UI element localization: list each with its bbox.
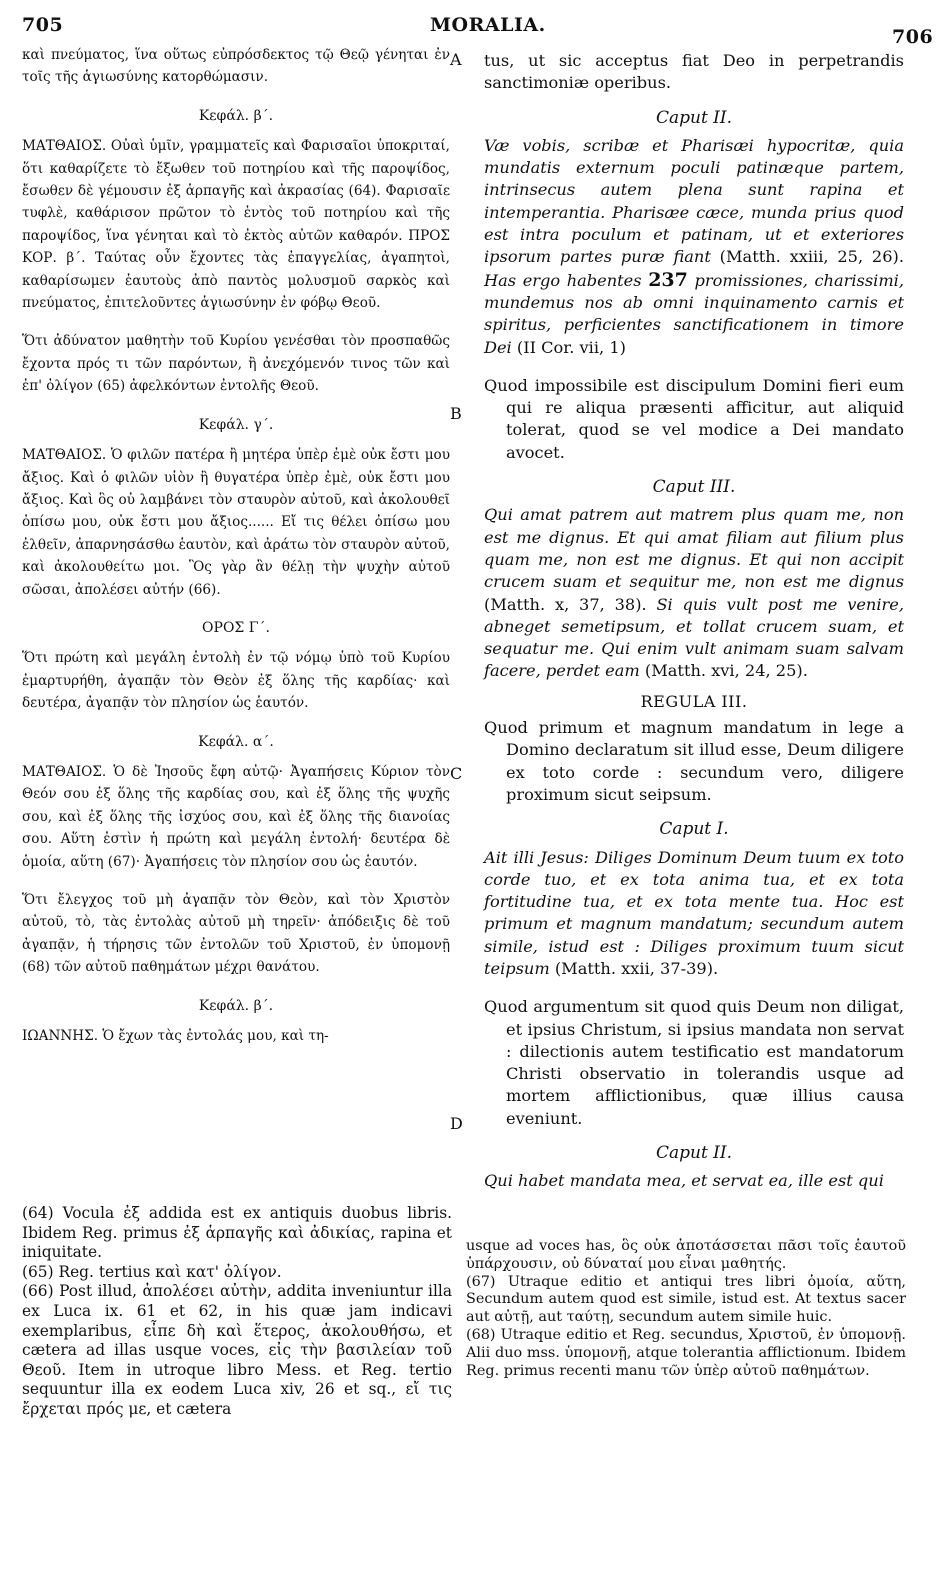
greek-paragraph: ΜΑΤΘΑΙΟΣ. Ὁ φιλῶν πατέρα ἢ μητέρα ὑπὲρ ἐμὲ οὐκ ἔστι μου ἄξιος. Καὶ ὁ φιλῶν υἱὸν ἢ θυγατέρα ὑπὲρ ἐμὲ, οὐκ ἔστι μου ἄξιος. Καὶ ὃς οὐ λαμβάνει τὸν σταυρὸν αὐτοῦ, καὶ ἀκολουθεῖ ὀπίσω μου, οὐκ ἔστι μου ἄξιος...... Εἴ τις θέλει ὀπίσω μου ἐλθεῖν, ἀπαρνησάσθω ἑαυτὸν, καὶ ἀράτω τὸν σταυρὸν αὐτοῦ, καὶ ἀκολουθείτω μοι. Ὃς γὰρ ἂν θέλῃ τὴν ψυχὴν αὐτοῦ σῶσαι, ἀπολέσει αὐτήν (66).	[22, 447, 450, 598]
latin-quote: promissiones, charissimi, mundemus nos ab omni inquinamento carnis et spiritus, perficientes sanctificationem in timore Dei	[484, 270, 904, 357]
footnotes-right	[466, 1238, 906, 1380]
citation: (Matth. x, 37, 38).	[484, 594, 657, 614]
margin-mark-d: D	[450, 1114, 463, 1133]
footnote-65: (65) Reg. tertius καὶ κατ' ὀλίγον.	[22, 1262, 282, 1281]
latin-paragraph	[484, 135, 904, 359]
right-page-number: 706	[892, 26, 934, 48]
column-number: 237	[648, 268, 688, 291]
margin-mark-c: C	[450, 764, 463, 783]
citation: (Matth. xxii, 37-39).	[549, 958, 719, 978]
latin-rubric: Quod impossibile est discipulum Domini fieri eum qui re aliqua præsenti afficitur, aut aliquid tolerat, quod se vel modice a Dei mandato avocet.	[484, 375, 904, 462]
greek-chapter-heading: Κεφάλ. γ΄.	[198, 416, 274, 433]
latin-column	[484, 50, 904, 1193]
latin-quote: Has ergo habentes	[484, 270, 649, 290]
latin-paragraph: tus, ut sic acceptus fiat Deo in perpetrandis sanctimoniæ operibus.	[484, 51, 904, 93]
latin-quote: Qui amat patrem aut matrem plus quam me, non est me dignus. Et qui amat filiam aut filium plus quam me, non est me dignus. Et qui non accipit crucem suam et sequitur me, non est me dignus	[484, 505, 904, 592]
citation: (II Cor. vii, 1)	[511, 337, 626, 357]
latin-chapter-heading: Caput III.	[652, 477, 736, 498]
latin-paragraph: Qui habet mandata mea, et servat ea, ille est qui	[484, 1171, 884, 1191]
latin-quote: Væ vobis, scribæ et Pharisæi hypocritæ, quia mundatis externum poculi patinæque partem, intrinsecus autem plena sunt rapina et intemperantia. Pharisæe cæce, munda prius quod est intra poculum et patinam, ut et exteriores ipsorum partes puræ fiant	[484, 135, 904, 267]
footnote-67: (67) Utraque editio et antiqui tres libri ὁμοία, αὕτη, Secundum autem quod est simile, istud est. At textus sacer aut αὐτῇ, aut ταύτῃ, secundum autem simile huic.	[466, 1273, 906, 1326]
greek-rubric: Ὅτι ἔλεγχος τοῦ μὴ ἀγαπᾷν τὸν Θεὸν, καὶ τὸν Χριστὸν αὐτοῦ, τὸ, τὰς ἐντολὰς αὐτοῦ μὴ τηρεῖν· ἀπόδειξις δὲ τοῦ ἀγαπᾷν, ἡ τήρησις τῶν ἐντολῶν τοῦ Χριστοῦ, ἐν ὑπομονῇ (68) τῶν αὐτοῦ παθημάτων μέχρι θανάτου.	[22, 892, 450, 976]
footnote-66-continued: usque ad voces has, ὃς οὐκ ἀποτάσσεται πᾶσι τοῖς ἑαυτοῦ ὑπάρχουσιν, οὐ δύναταί μου εἶναι μαθητής.	[466, 1238, 906, 1272]
latin-chapter-heading: Caput II.	[655, 107, 733, 128]
latin-rubric: Quod argumentum sit quod quis Deum non diligat, et ipsius Christum, si ipsius mandata non servat : dilectionis autem testificatio est mandatorum Christi observatio in tolerandis usque ad mortem afflictionibus, quæ illius causa eveniunt.	[484, 997, 904, 1128]
footnotes-left	[22, 1204, 452, 1420]
footnote-68: (68) Utraque editio et Reg. secundus, Χριστοῦ, ἐν ὑπομονῇ. Alii duo mss. ὑπομονῇ, atque tolerantia afflictionum. Ibidem Reg. primus recenti manu τῶν ὑπὲρ αὐτοῦ παθημάτων.	[466, 1326, 906, 1379]
running-title: MORALIA.	[430, 14, 546, 36]
latin-quote: Si quis vult post me venire, abneget semetipsum, et tollat crucem suam, et sequatur me. Qui enim vult animam suam salvam facere, perdet eam	[484, 594, 904, 681]
latin-paragraph	[484, 504, 904, 682]
greek-chapter-heading: Κεφάλ. α΄.	[198, 733, 274, 750]
margin-mark-b: B	[450, 404, 462, 423]
latin-paragraph	[484, 847, 904, 981]
left-page-number: 705	[22, 14, 64, 36]
greek-paragraph: ΜΑΤΘΑΙΟΣ. Οὐαὶ ὑμῖν, γραμματεῖς καὶ Φαρισαῖοι ὑποκριταί, ὅτι καθαρίζετε τὸ ἔξωθεν τοῦ ποτηρίου καὶ τῆς παροψίδος, ἔσωθεν δὲ γέμουσιν ἐξ ἁρπαγῆς καὶ ἀκρασίας (64). Φαρισαῖε τυφλὲ, καθάρισον πρῶτον τὸ ἐντὸς τοῦ ποτηρίου καὶ τῆς παροψίδος, ἵνα γένηται καὶ τὸ ἐκτὸς αὐτῶν καθαρόν. ΠΡΟΣ ΚΟΡ. β΄. Ταύτας οὖν ἔχοντες τὰς ἐπαγγελίας, ἀγαπητοὶ, καθαρίσωμεν ἑαυτοὺς ἀπὸ παντὸς μολυσμοῦ σαρκὸς καὶ πνεύματος, ἐπιτελοῦντες ἁγιωσύνην ἐν φόβῳ Θεοῦ.	[22, 138, 450, 312]
greek-rubric: Ὅτι πρώτη καὶ μεγάλη ἐντολὴ ἐν τῷ νόμῳ ὑπὸ τοῦ Κυρίου ἐμαρτυρήθη, ἀγαπᾷν τὸν Θεὸν ἐξ ὅλης τῆς καρδίας· καὶ δευτέρα, ἀγαπᾷν τὸν πλησίον ὡς ἑαυτόν.	[22, 650, 450, 712]
citation: (Matth. xxiii, 25, 26).	[710, 247, 904, 267]
margin-mark-a: A	[450, 50, 462, 69]
greek-paragraph: καὶ πνεύματος, ἵνα οὕτως εὐπρόσδεκτος τῷ Θεῷ γένηται ἐν τοῖς τῆς ἁγιωσύνης κατορθώμασιν.	[22, 47, 450, 86]
latin-chapter-heading: Caput II.	[655, 1143, 733, 1164]
greek-chapter-heading: Κεφάλ. β΄.	[198, 997, 274, 1014]
footnote-66: (66) Post illud, ἀπολέσει αὐτὴν, addita inveniuntur illa ex Luca ix. 61 et 62, in his quæ jam indicavi exemplaribus, εἶπε δὴ καὶ ἕτερος, ἀκολουθήσω, et cætera ad illas usque voces, εἰς τὴν βασιλείαν τοῦ Θεοῦ. Item in utroque libro Mess. et Reg. tertio sequuntur illa ex eodem Luca xiv, 26 et sq., εἴ τις ἔρχεται πρός με, et cætera	[22, 1282, 452, 1418]
latin-chapter-heading: Caput I.	[659, 819, 729, 840]
citation: (Matth. xvi, 24, 25).	[639, 661, 808, 681]
greek-column	[22, 44, 450, 1047]
greek-rubric: Ὅτι ἀδύνατον μαθητὴν τοῦ Κυρίου γενέσθαι τὸν προσπαθῶς ἔχοντα πρός τι τῶν παρόντων, ἢ ἀνεχόμενόν τινος τῶν καὶ ἐπ' ὀλίγον (65) ἀφελκόντων ἐντολῆς Θεοῦ.	[22, 333, 450, 395]
greek-chapter-heading: Κεφάλ. β΄.	[198, 107, 274, 124]
latin-quote: Ait illi Jesus: Diliges Dominum Deum tuum ex toto corde tuo, et ex tota anima tua, et ex tota fortitudine tua, et ex tota mente tua. Hoc est primum et magnum mandatum; secundum autem simile, istud est : Diliges proximum tuum sicut teipsum	[484, 847, 904, 978]
latin-rubric: Quod primum et magnum mandatum in lege a Domino declaratum sit illud esse, Deum diligere ex toto corde : secundum vero, diligere proximum sicut seipsum.	[484, 718, 904, 804]
footnote-64: (64) Vocula ἐξ addida est ex antiquis duobus libris. Ibidem Reg. primus ἐξ ἁρπαγῆς καὶ ἀδικίας, rapina et iniquitate.	[22, 1204, 452, 1262]
latin-rule-heading: REGULA III.	[640, 691, 748, 711]
greek-rule-heading: ΟΡΟΣ Γ΄.	[202, 619, 270, 636]
greek-paragraph: ΙΩΑΝΝΗΣ. Ὁ ἔχων τὰς ἐντολάς μου, καὶ τη-	[22, 1028, 329, 1045]
greek-paragraph: ΜΑΤΘΑΙΟΣ. Ὁ δὲ Ἰησοῦς ἔφη αὐτῷ· Ἀγαπήσεις Κύριον τὸν Θεόν σου ἐξ ὅλης τῆς καρδίας σου, καὶ ἐξ ὅλης τῆς ψυχῆς σου, καὶ ἐξ ὅλης τῆς ἰσχύος σου, καὶ ἐξ ὅλης τῆς διανοίας σου. Αὕτη ἐστὶν ἡ πρώτη καὶ μεγάλη ἐντολή· δευτέρα δὲ ὁμοία, αὕτη (67)· Ἀγαπήσεις τὸν πλησίον σου ὡς ἑαυτόν.	[22, 763, 450, 870]
